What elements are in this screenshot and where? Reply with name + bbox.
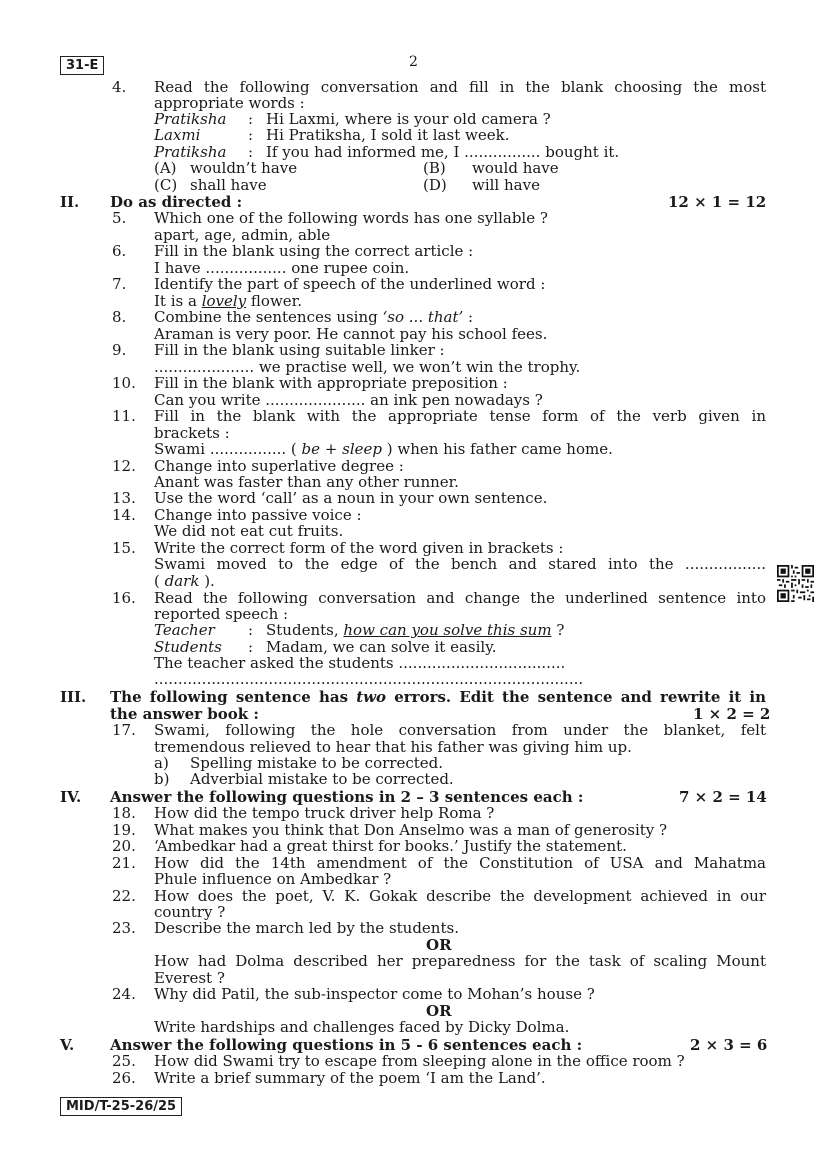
q4-line-3: If you had informed me, I ................ bought it. bbox=[266, 143, 620, 161]
q8-text-2: Araman is very poor. He cannot pay his school fees. bbox=[154, 325, 548, 343]
q13-number: 13. bbox=[112, 489, 136, 507]
q25-number: 25. bbox=[112, 1052, 136, 1070]
q4-speaker-2: Laxmi bbox=[154, 126, 201, 144]
q7-text-2: It is a lovely flower. bbox=[154, 292, 302, 310]
q4-colon-2: : bbox=[248, 126, 254, 144]
q12-number: 12. bbox=[112, 457, 136, 475]
q4-line-2: Hi Pratiksha, I sold it last week. bbox=[266, 126, 510, 144]
q16-speaker-2: Students bbox=[154, 638, 222, 656]
q17-text-1: Swami, following the hole conversation from under the blanket, felt bbox=[154, 721, 766, 739]
q4-option-d: will have bbox=[472, 176, 540, 194]
q17-part-a: Spelling mistake to be corrected. bbox=[190, 754, 444, 772]
q4-option-b-label: (B) bbox=[423, 159, 446, 177]
q4-option-a: wouldn’t have bbox=[190, 159, 298, 177]
q16-text-6: .......................................................................................... bbox=[154, 670, 584, 688]
q19-number: 19. bbox=[112, 821, 136, 839]
q26-number: 26. bbox=[112, 1069, 136, 1087]
footer-code: MID/T-25-26/25 bbox=[60, 1097, 182, 1116]
q4-speaker-3: Pratiksha bbox=[154, 143, 227, 161]
section-3-roman: III. bbox=[60, 688, 87, 706]
q12-text-2: Anant was faster than any other runner. bbox=[154, 473, 459, 491]
q5-text-2: apart, age, admin, able bbox=[154, 226, 331, 244]
q11-text-2: brackets : bbox=[154, 424, 230, 442]
q16-text-5: The teacher asked the students ................................... bbox=[154, 654, 566, 672]
q16-number: 16. bbox=[112, 589, 136, 607]
q23-text-2: How had Dolma described her preparedness for the task of scaling Mount bbox=[154, 952, 766, 970]
paper-code: 31-E bbox=[60, 56, 104, 75]
q10-text-1: Fill in the blank with appropriate preposition : bbox=[154, 374, 508, 392]
q17-part-a-label: a) bbox=[154, 754, 169, 772]
q16-speaker-1: Teacher bbox=[154, 621, 215, 639]
section-4-roman: IV. bbox=[60, 788, 82, 806]
section-2-title: Do as directed : bbox=[110, 193, 243, 211]
q11-number: 11. bbox=[112, 407, 136, 425]
q16-colon-1: : bbox=[248, 621, 254, 639]
q18-number: 18. bbox=[112, 804, 136, 822]
q22-text-2: country ? bbox=[154, 903, 226, 921]
q8-text-1: Combine the sentences using ‘so ... that’ : bbox=[154, 308, 474, 326]
q15-text-1: Write the correct form of the word given in brackets : bbox=[154, 539, 564, 557]
q19-text-1: What makes you think that Don Anselmo was a man of generosity ? bbox=[154, 821, 668, 839]
q4-option-a-label: (A) bbox=[154, 159, 177, 177]
section-5-title: Answer the following questions in 5 - 6 sentences each : bbox=[110, 1036, 583, 1054]
q4-number: 4. bbox=[112, 78, 127, 96]
section-2-marks: 12 × 1 = 12 bbox=[668, 193, 767, 211]
q6-number: 6. bbox=[112, 242, 127, 260]
q6-text-2: I have ................. one rupee coin. bbox=[154, 259, 410, 277]
q10-number: 10. bbox=[112, 374, 136, 392]
q4-option-b: would have bbox=[472, 159, 559, 177]
section-5-marks: 2 × 3 = 6 bbox=[690, 1036, 768, 1054]
q24-text-2: Write hardships and challenges faced by Dicky Dolma. bbox=[154, 1018, 570, 1036]
q5-number: 5. bbox=[112, 209, 127, 227]
q12-text-1: Change into superlative degree : bbox=[154, 457, 404, 475]
q22-number: 22. bbox=[112, 887, 136, 905]
section-4-marks: 7 × 2 = 14 bbox=[679, 788, 767, 806]
q25-text-1: How did Swami try to escape from sleeping alone in the office room ? bbox=[154, 1052, 685, 1070]
q21-text-1: How did the 14th amendment of the Constitution of USA and Mahatma bbox=[154, 854, 766, 872]
q4-colon-1: : bbox=[248, 110, 254, 128]
q14-text-2: We did not eat cut fruits. bbox=[154, 522, 344, 540]
q9-text-2: ..................... we practise well, we won’t win the trophy. bbox=[154, 358, 581, 376]
q23-number: 23. bbox=[112, 919, 136, 937]
q4-text-1: Read the following conversation and fill in the blank choosing the most bbox=[154, 78, 766, 96]
q21-text-2: Phule influence on Ambedkar ? bbox=[154, 870, 392, 888]
q4-speaker-1: Pratiksha bbox=[154, 110, 227, 128]
q20-text-1: ‘Ambedkar had a great thirst for books.’ Justify the statement. bbox=[154, 837, 627, 855]
q16-colon-2: : bbox=[248, 638, 254, 656]
q24-number: 24. bbox=[112, 985, 136, 1003]
q4-option-c-label: (C) bbox=[154, 176, 178, 194]
q23-text-1: Describe the march led by the students. bbox=[154, 919, 459, 937]
q7-text-1: Identify the part of speech of the underlined word : bbox=[154, 275, 546, 293]
q18-text-1: How did the tempo truck driver help Roma ? bbox=[154, 804, 495, 822]
q4-line-1: Hi Laxmi, where is your old camera ? bbox=[266, 110, 551, 128]
q17-text-2: tremendous relieved to hear that his father was giving him up. bbox=[154, 738, 632, 756]
page-number: 2 bbox=[409, 54, 418, 70]
q21-number: 21. bbox=[112, 854, 136, 872]
section-2-roman: II. bbox=[60, 193, 80, 211]
q11-text-1: Fill in the blank with the appropriate tense form of the verb given in bbox=[154, 407, 766, 425]
q17-part-b: Adverbial mistake to be corrected. bbox=[190, 770, 454, 788]
q13-text-1: Use the word ‘call’ as a noun in your own sentence. bbox=[154, 489, 548, 507]
q9-text-1: Fill in the blank using suitable linker : bbox=[154, 341, 445, 359]
q4-option-d-label: (D) bbox=[423, 176, 447, 194]
q16-line-1: Students, how can you solve this sum ? bbox=[266, 621, 565, 639]
q24-or: OR bbox=[426, 1002, 452, 1020]
q11-text-3: Swami ................ ( be + sleep ) when his father came home. bbox=[154, 440, 613, 458]
q24-text-1: Why did Patil, the sub-inspector come to Mohan’s house ? bbox=[154, 985, 595, 1003]
q6-text-1: Fill in the blank using the correct article : bbox=[154, 242, 474, 260]
q15-text-2: Swami moved to the edge of the bench and stared into the ................. bbox=[154, 555, 766, 573]
q4-text-2: appropriate words : bbox=[154, 94, 305, 112]
q15-number: 15. bbox=[112, 539, 136, 557]
q15-text-3: ( dark ). bbox=[154, 572, 215, 590]
q23-text-3: Everest ? bbox=[154, 969, 225, 987]
q16-text-2: reported speech : bbox=[154, 605, 289, 623]
q26-text-1: Write a brief summary of the poem ‘I am the Land’. bbox=[154, 1069, 546, 1087]
q16-text-1: Read the following conversation and change the underlined sentence into bbox=[154, 589, 766, 607]
q17-part-b-label: b) bbox=[154, 770, 170, 788]
q5-text-1: Which one of the following words has one syllable ? bbox=[154, 209, 548, 227]
qr-code-icon bbox=[777, 565, 814, 602]
q10-text-2: Can you write ..................... an ink pen nowadays ? bbox=[154, 391, 543, 409]
q7-number: 7. bbox=[112, 275, 127, 293]
q20-number: 20. bbox=[112, 837, 136, 855]
q4-option-c: shall have bbox=[190, 176, 267, 194]
q23-or: OR bbox=[426, 936, 452, 954]
q8-number: 8. bbox=[112, 308, 127, 326]
section-3-title-2: the answer book : bbox=[110, 705, 259, 723]
q14-text-1: Change into passive voice : bbox=[154, 506, 362, 524]
q9-number: 9. bbox=[112, 341, 127, 359]
q14-number: 14. bbox=[112, 506, 136, 524]
section-3-title-1: The following sentence has two errors. Edit the sentence and rewrite it in bbox=[110, 688, 766, 706]
q16-line-2: Madam, we can solve it easily. bbox=[266, 638, 497, 656]
q22-text-1: How does the poet, V. K. Gokak describe the development achieved in our bbox=[154, 887, 766, 905]
section-4-title: Answer the following questions in 2 – 3 sentences each : bbox=[110, 788, 584, 806]
section-5-roman: V. bbox=[60, 1036, 75, 1054]
q4-colon-3: : bbox=[248, 143, 254, 161]
q17-number: 17. bbox=[112, 721, 136, 739]
section-3-marks: 1 × 2 = 2 bbox=[693, 705, 771, 723]
